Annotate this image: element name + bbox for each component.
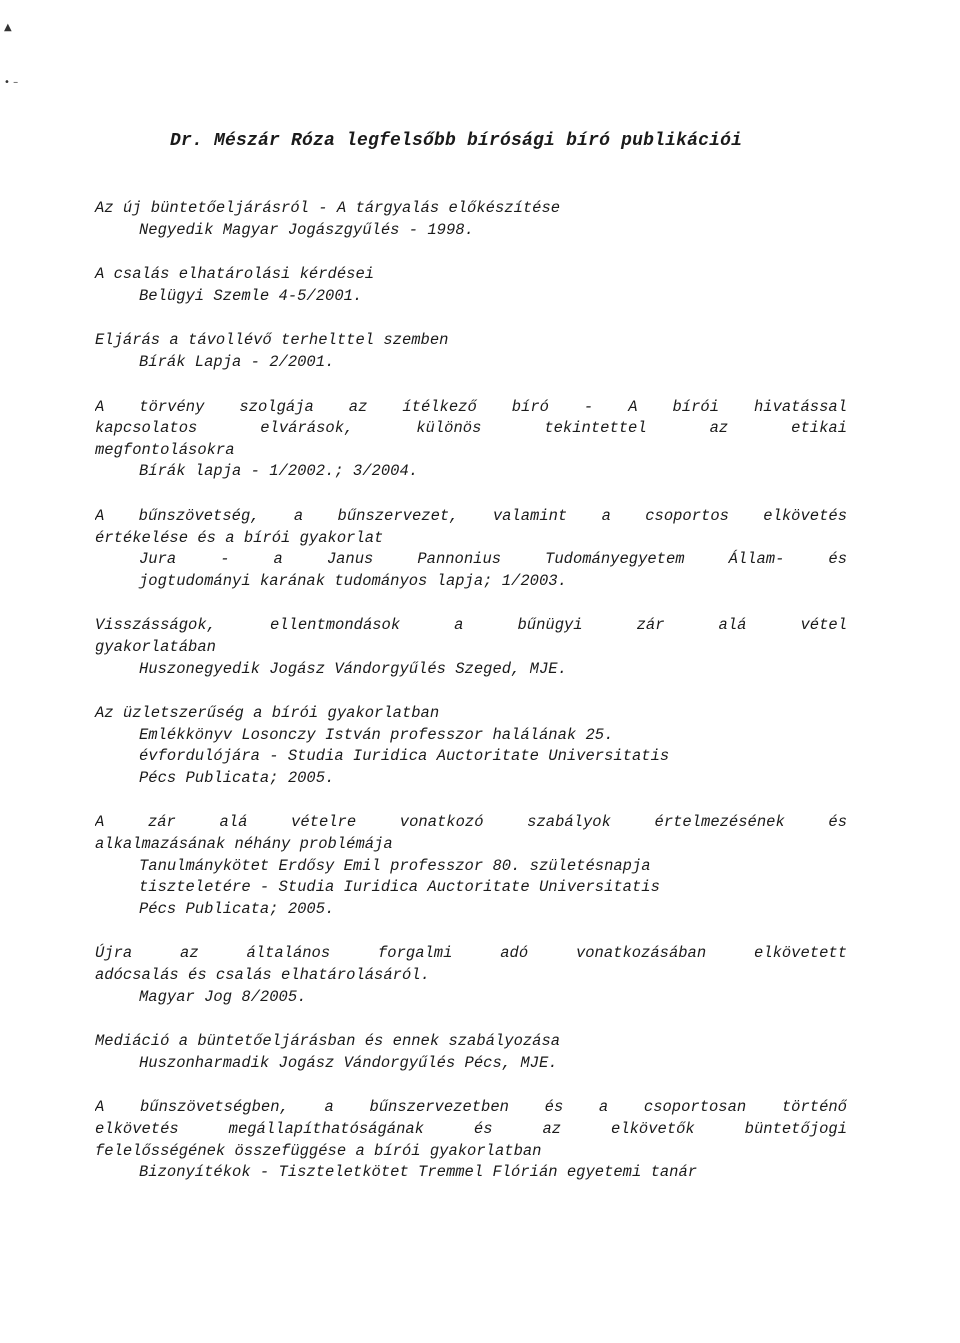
publication-line: elkövetés megállapíthatóságának és az elkövetők büntetőjogi bbox=[95, 1120, 847, 1138]
publication-line: megfontolásokra bbox=[95, 440, 235, 459]
publication-line: adócsalás és csalás elhatárolásáról. bbox=[95, 966, 430, 985]
publication-line: gyakorlatában bbox=[95, 637, 216, 656]
corner-mark-bottom: • – bbox=[4, 77, 19, 88]
publication-line: Huszonharmadik Jogász Vándorgyűlés Pécs, MJE. bbox=[139, 1053, 558, 1072]
publication-title-line: A törvény szolgája az ítélkező bíró - A bírói hivatással bbox=[95, 397, 847, 416]
publication-title-line: Visszásságok, ellentmondások a bűnügyi zár alá vétel bbox=[95, 616, 847, 635]
publication-line: tiszteletére - Studia Iuridica Auctoritate Universitatis bbox=[139, 878, 660, 897]
publication-line: Bírák Lapja - 2/2001. bbox=[139, 352, 335, 371]
publication-title-line: Az üzletszerűség a bírói gyakorlatban bbox=[95, 704, 440, 723]
publication-line: Bizonyítékok - Tiszteletkötet Tremmel Flórián egyetemi tanár bbox=[139, 1163, 698, 1182]
publication-line: Pécs Publicata; 2005. bbox=[139, 768, 335, 787]
publication-entry bbox=[95, 397, 847, 483]
publication-title-line: Az új büntetőeljárásról - A tárgyalás előkészítése bbox=[95, 199, 561, 217]
publication-entry bbox=[95, 812, 847, 920]
corner-mark-top: ▲ bbox=[4, 22, 12, 33]
publication-entry bbox=[95, 615, 847, 680]
publication-line: Magyar Jog 8/2005. bbox=[139, 987, 307, 1006]
publication-entry bbox=[95, 1031, 847, 1074]
publication-line: Belügyi Szemle 4-5/2001. bbox=[139, 286, 363, 305]
publication-title-line: Újra az általános forgalmi adó vonatkozásában elkövetett bbox=[95, 944, 847, 963]
publication-line: kapcsolatos elvárások, különös tekintettel az etikai bbox=[95, 419, 847, 438]
publication-title-line: Mediáció a büntetőeljárásban és ennek szabályozása bbox=[95, 1032, 561, 1051]
publication-title-line: Eljárás a távollévő terhelttel szemben bbox=[95, 331, 449, 350]
publication-line: Tanulmánykötet Erdősy Emil professzor 80. születésnapja bbox=[139, 856, 651, 875]
publication-title-line: A bűnszövetség, a bűnszervezet, valamint a csoportos elkövetés bbox=[95, 506, 847, 525]
publication-title-line: A bűnszövetségben, a bűnszervezetben és a csoportosan történő bbox=[95, 1098, 847, 1117]
publication-line: értékelése és a bírói gyakorlat bbox=[95, 528, 384, 547]
publication-title-line: A zár alá vételre vonatkozó szabályok értelmezésének és bbox=[95, 813, 847, 832]
scan-marks bbox=[4, 22, 18, 88]
publication-entry bbox=[95, 330, 847, 373]
publication-line: Emlékkönyv Losonczy István professzor halálának 25. bbox=[139, 725, 614, 744]
publication-line: Huszonegyedik Jogász Vándorgyűlés Szeged, MJE. bbox=[139, 659, 567, 678]
page-title: Dr. Mészár Róza legfelsőbb bírósági bíró publikációi bbox=[170, 131, 743, 151]
publication-list bbox=[95, 198, 847, 1207]
publication-entry bbox=[95, 264, 847, 307]
publication-title-line: A csalás elhatárolási kérdései bbox=[95, 265, 375, 284]
publication-line: Pécs Publicata; 2005. bbox=[139, 899, 335, 918]
publication-entry bbox=[95, 1097, 847, 1183]
publication-line: Negyedik Magyar Jogászgyűlés - 1998. bbox=[139, 220, 474, 239]
publication-entry bbox=[95, 943, 847, 1008]
publication-line: évfordulójára - Studia Iuridica Auctoritate Universitatis bbox=[139, 747, 670, 766]
publication-line: alkalmazásának néhány problémája bbox=[95, 835, 393, 854]
publication-entry bbox=[95, 703, 847, 789]
publication-entry bbox=[95, 506, 847, 592]
publication-entry bbox=[95, 198, 847, 241]
publication-line: Jura - a Janus Pannonius Tudományegyetem Állam- és bbox=[139, 550, 847, 569]
publication-line: Bírák lapja - 1/2002.; 3/2004. bbox=[139, 462, 419, 481]
publication-line: felelősségének összefüggése a bírói gyakorlatban bbox=[95, 1141, 542, 1160]
publication-line: jogtudományi karának tudományos lapja; 1/2003. bbox=[139, 571, 567, 590]
